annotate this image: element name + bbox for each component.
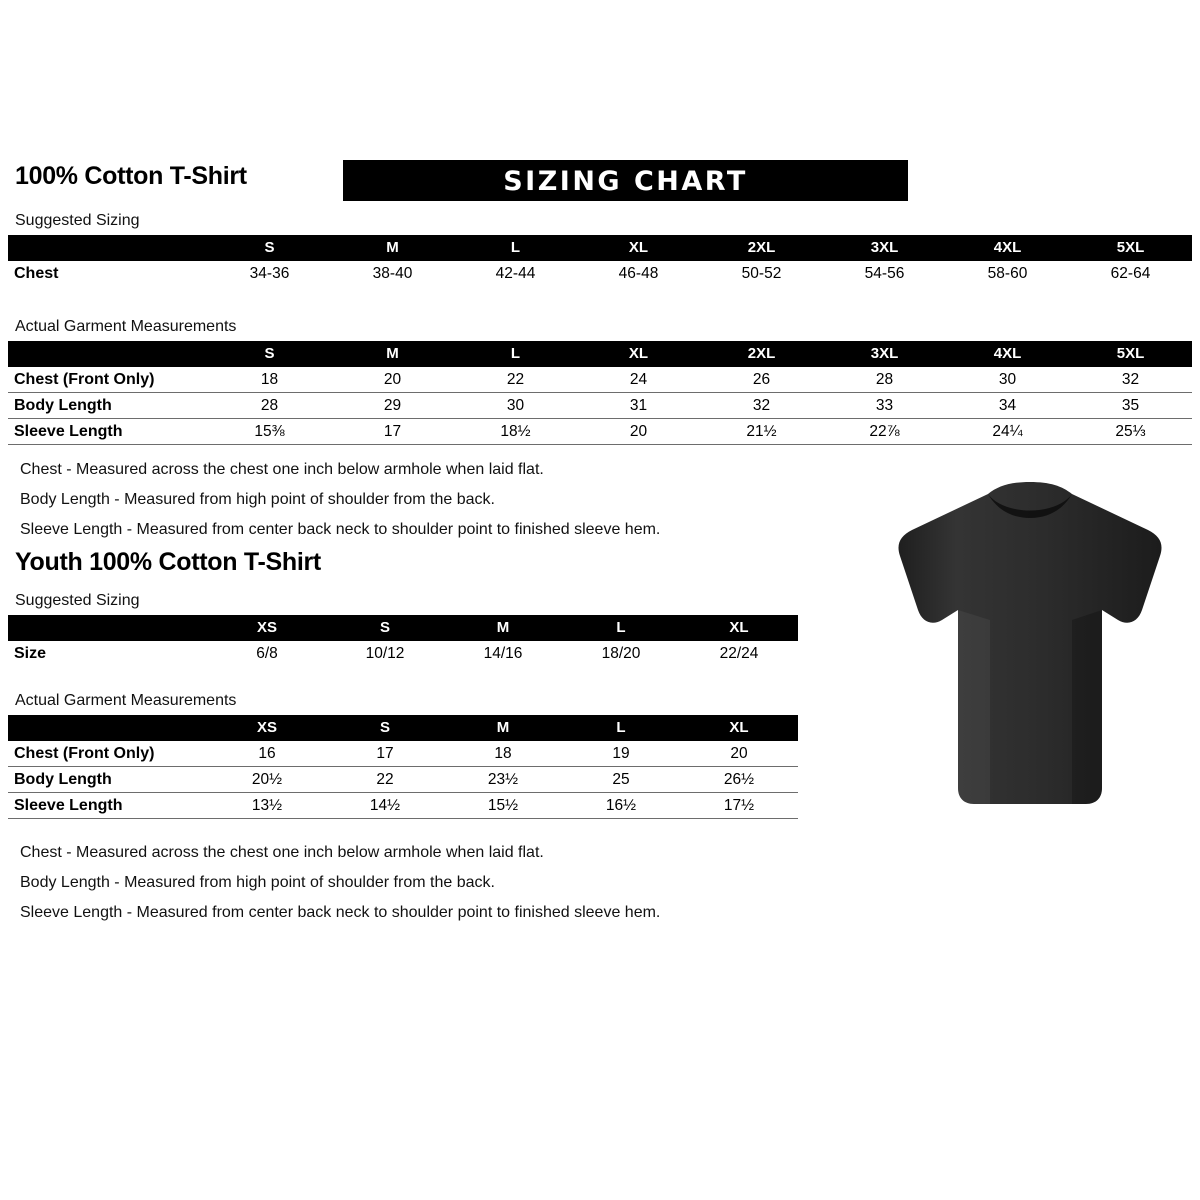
adult-note-sleeve-length: Sleeve Length - Measured from center back neck to shoulder point to finished sleeve hem. [20, 521, 661, 538]
cell: 28 [823, 367, 946, 393]
col-header: 2XL [700, 341, 823, 367]
row-label: Body Length [8, 767, 208, 793]
table-row [8, 767, 798, 793]
cell: 34 [946, 393, 1069, 419]
cell: 21½ [700, 419, 823, 445]
cell: 58-60 [987, 265, 1028, 282]
cell: 30 [454, 393, 577, 419]
row-label: Chest [14, 265, 59, 282]
youth-actual-label: Actual Garment Measurements [15, 692, 237, 709]
table-row [8, 741, 798, 767]
cell: 34-36 [249, 265, 290, 282]
adult-suggested-table [8, 235, 1192, 286]
cell: 29 [331, 393, 454, 419]
cell: 18 [208, 367, 331, 393]
cell: 33 [823, 393, 946, 419]
youth-note-sleeve-length: Sleeve Length - Measured from center back neck to shoulder point to finished sleeve hem. [20, 904, 661, 921]
cell: 19 [562, 741, 680, 767]
row-label: Chest (Front Only) [8, 741, 208, 767]
cell: 24¼ [946, 419, 1069, 445]
col-header: XS [208, 615, 326, 641]
col-header: 4XL [946, 341, 1069, 367]
cell: 14½ [326, 793, 444, 819]
col-header: XL [577, 341, 700, 367]
cell: 17 [331, 419, 454, 445]
cell: 15½ [444, 793, 562, 819]
col-header: S [326, 615, 444, 641]
table-row [8, 641, 798, 666]
sizing-chart-banner [343, 160, 908, 201]
table-row [8, 261, 1192, 286]
col-header: 2XL [700, 235, 823, 261]
adult-note-chest: Chest - Measured across the chest one inch below armhole when laid flat. [20, 461, 544, 478]
col-header [8, 235, 208, 261]
youth-actual-table [8, 715, 798, 819]
cell: 28 [208, 393, 331, 419]
cell: 20½ [208, 767, 326, 793]
col-header [8, 341, 208, 367]
cell: 16½ [562, 793, 680, 819]
col-header: L [454, 341, 577, 367]
cell: 18/20 [601, 645, 641, 662]
cell: 22⅞ [823, 419, 946, 445]
row-label: Size [14, 645, 47, 662]
cell: 23½ [444, 767, 562, 793]
cell: 25⅓ [1069, 419, 1192, 445]
col-header: 3XL [823, 341, 946, 367]
adult-suggested-label: Suggested Sizing [15, 212, 140, 229]
cell: 26½ [680, 767, 798, 793]
cell: 17 [326, 741, 444, 767]
cell: 6/8 [256, 645, 278, 662]
cell: 24 [577, 367, 700, 393]
col-header: XL [577, 235, 700, 261]
col-header: S [208, 341, 331, 367]
col-header: XL [680, 715, 798, 741]
cell: 10/12 [365, 645, 405, 662]
col-header: M [444, 615, 562, 641]
col-header: M [331, 235, 454, 261]
cell: 17½ [680, 793, 798, 819]
table-row [8, 793, 798, 819]
row-label: Sleeve Length [8, 793, 208, 819]
col-header: 5XL [1069, 235, 1192, 261]
table-header-row [8, 715, 798, 741]
col-header: XS [208, 715, 326, 741]
cell: 18 [444, 741, 562, 767]
adult-actual-label: Actual Garment Measurements [15, 318, 237, 335]
col-header: XL [680, 615, 798, 641]
cell: 32 [700, 393, 823, 419]
cell: 26 [700, 367, 823, 393]
adult-section-title: 100% Cotton T-Shirt [15, 162, 247, 190]
cell: 16 [208, 741, 326, 767]
col-header: S [326, 715, 444, 741]
cell: 50-52 [741, 265, 782, 282]
col-header: M [331, 341, 454, 367]
tshirt-illustration [880, 470, 1180, 820]
youth-section-title: Youth 100% Cotton T-Shirt [15, 548, 321, 576]
cell: 18½ [454, 419, 577, 445]
col-header: L [562, 615, 680, 641]
cell: 25 [562, 767, 680, 793]
cell: 22/24 [719, 645, 759, 662]
cell: 22 [454, 367, 577, 393]
header-row [10, 160, 1190, 204]
col-header: L [562, 715, 680, 741]
col-header: 4XL [946, 235, 1069, 261]
cell: 46-48 [618, 265, 659, 282]
col-header [8, 615, 208, 641]
cell: 42-44 [495, 265, 536, 282]
col-header: 5XL [1069, 341, 1192, 367]
adult-actual-table [8, 341, 1192, 445]
row-label: Body Length [8, 393, 208, 419]
cell: 15⅜ [208, 419, 331, 445]
cell: 32 [1069, 367, 1192, 393]
table-row [8, 367, 1192, 393]
col-header: M [444, 715, 562, 741]
col-header: S [208, 235, 331, 261]
cell: 20 [331, 367, 454, 393]
cell: 14/16 [483, 645, 523, 662]
row-label: Chest (Front Only) [8, 367, 208, 393]
cell: 20 [577, 419, 700, 445]
cell: 30 [946, 367, 1069, 393]
cell: 22 [326, 767, 444, 793]
table-header-row [8, 341, 1192, 367]
sizing-chart-banner-label: SIZING CHART [503, 166, 748, 197]
row-label: Sleeve Length [8, 419, 208, 445]
cell: 62-64 [1110, 265, 1151, 282]
cell: 31 [577, 393, 700, 419]
cell: 54-56 [864, 265, 905, 282]
cell: 35 [1069, 393, 1192, 419]
youth-suggested-label: Suggested Sizing [15, 592, 140, 609]
youth-suggested-table [8, 615, 798, 666]
cell: 20 [680, 741, 798, 767]
adult-note-body-length: Body Length - Measured from high point of shoulder from the back. [20, 491, 495, 508]
cell: 13½ [208, 793, 326, 819]
cell: 38-40 [372, 265, 413, 282]
table-header-row [8, 615, 798, 641]
youth-note-chest: Chest - Measured across the chest one inch below armhole when laid flat. [20, 844, 544, 861]
col-header [8, 715, 208, 741]
col-header: 3XL [823, 235, 946, 261]
youth-note-body-length: Body Length - Measured from high point of shoulder from the back. [20, 874, 495, 891]
table-header-row [8, 235, 1192, 261]
table-row [8, 393, 1192, 419]
col-header: L [454, 235, 577, 261]
table-row [8, 419, 1192, 445]
